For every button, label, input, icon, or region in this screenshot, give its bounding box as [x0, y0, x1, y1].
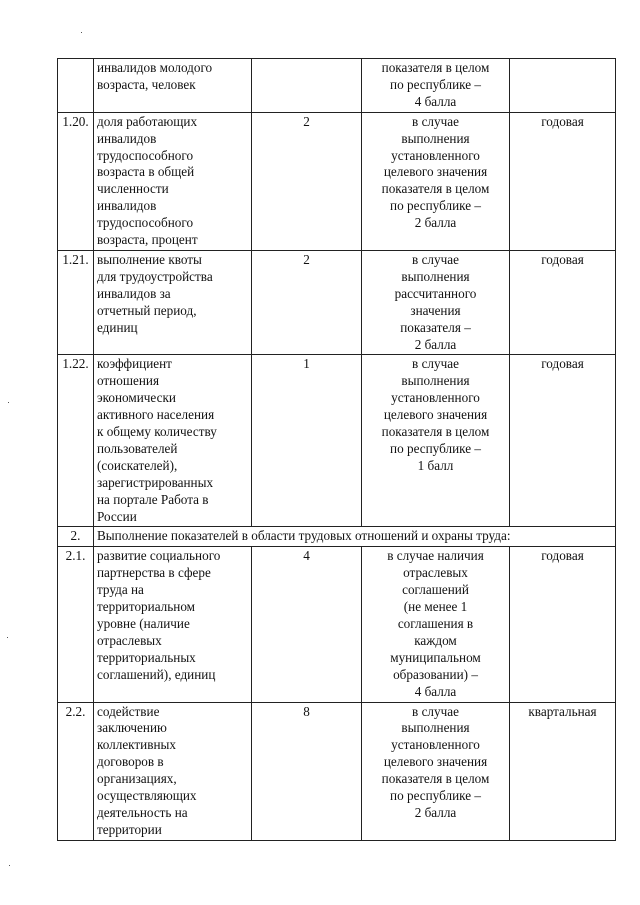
scoring-condition-line: каждом: [414, 632, 457, 648]
indicator-name-line: инвалидов: [97, 130, 157, 146]
scoring-condition-line: 2 балла: [414, 215, 457, 231]
row-number: 1.22.: [58, 355, 94, 527]
scoring-condition-line: образовании) –: [393, 666, 478, 682]
indicators-table-body: [58, 59, 616, 527]
scoring-condition-line: в случае: [412, 251, 459, 267]
scoring-condition-line: соглашения в: [397, 616, 474, 631]
table-row: [58, 355, 616, 527]
table-row: [58, 59, 616, 113]
scoring-condition-line: отраслевых: [403, 565, 468, 581]
table-row: [58, 547, 616, 702]
scoring-condition-line: рассчитанного: [394, 285, 477, 301]
scoring-condition-line: в случае: [412, 356, 459, 372]
scoring-condition-line: по республике –: [390, 788, 481, 804]
scoring-condition-line: показателя в целом: [381, 60, 490, 75]
scoring-condition-line: установленного: [391, 737, 480, 753]
indicator-name-line: доля работающих: [97, 113, 198, 129]
indicator-name: [94, 702, 252, 840]
indicator-name: [94, 355, 252, 527]
indicator-name-line: численности: [97, 181, 169, 197]
scoring-condition-line: установленного: [391, 147, 480, 163]
scoring-condition: [362, 355, 510, 527]
reporting-period: годовая: [510, 112, 616, 250]
points-value: 8: [252, 702, 362, 840]
indicator-name: [94, 547, 252, 702]
row-number: 2.2.: [58, 702, 94, 840]
indicator-name-line: организациях,: [97, 771, 177, 787]
section-header: [58, 527, 616, 547]
scoring-condition-line: муниципальном: [390, 649, 481, 665]
points-value: [252, 59, 362, 113]
indicator-name-line: инвалидов: [97, 198, 157, 214]
indicator-name-line: развитие социального: [97, 548, 221, 564]
row-number: 2.1.: [58, 547, 94, 702]
points-value: 2: [252, 250, 362, 354]
indicator-name-line: России: [97, 508, 137, 524]
scoring-condition: [362, 702, 510, 840]
indicator-name-line: к общему количеству: [97, 424, 217, 440]
indicator-name-line: отчетный период,: [97, 302, 197, 318]
scoring-condition-line: показателя –: [400, 319, 471, 335]
reporting-period: [510, 59, 616, 113]
indicator-name-line: возраста в общей: [97, 164, 195, 180]
scan-speck: [8, 402, 9, 403]
points-value: 4: [252, 547, 362, 702]
scoring-condition-line: по республике –: [390, 440, 481, 456]
indicator-name-line: возраста, процент: [97, 232, 198, 248]
reporting-period: годовая: [510, 355, 616, 527]
section-number: 2.: [58, 527, 94, 547]
indicator-name-line: заключению: [97, 720, 167, 736]
scoring-condition: [362, 547, 510, 702]
scoring-condition-line: установленного: [391, 390, 480, 406]
scoring-condition-line: в случае: [412, 703, 459, 719]
indicator-name-line: активного населения: [97, 407, 215, 423]
indicator-name-line: для трудоустройства: [97, 268, 213, 284]
scoring-condition-line: выполнения: [401, 130, 470, 146]
indicator-name-line: коэффициент: [97, 356, 172, 372]
reporting-period: годовая: [510, 547, 616, 702]
indicator-name-line: уровне (наличие: [97, 616, 190, 631]
indicator-name-line: отраслевых: [97, 632, 162, 648]
scan-speck: [9, 865, 10, 866]
indicator-name-line: территориальных: [97, 649, 196, 665]
indicator-name-line: (соискателей),: [97, 457, 178, 473]
section-title: Выполнение показателей в области трудовых отношений и охраны труда:: [94, 527, 616, 547]
scoring-condition-line: 4 балла: [414, 93, 457, 109]
indicator-name-line: единиц: [97, 319, 138, 335]
indicators-table-body-section-2: [58, 547, 616, 840]
reporting-period: годовая: [510, 250, 616, 354]
points-value: 1: [252, 355, 362, 527]
scoring-condition-line: целевого значения: [383, 164, 488, 180]
indicator-name: [94, 112, 252, 250]
scoring-condition-line: значения: [410, 302, 461, 318]
indicator-name: [94, 250, 252, 354]
indicator-name-line: соглашений), единиц: [97, 666, 216, 682]
indicator-name-line: договоров в: [97, 754, 164, 770]
indicator-name-line: партнерства в сфере: [97, 565, 211, 581]
indicator-name-line: осуществляющих: [97, 788, 197, 804]
indicator-name-line: отношения: [97, 373, 160, 389]
indicator-name: [94, 59, 252, 113]
indicator-name-line: трудоспособного: [97, 215, 194, 231]
scoring-condition-line: целевого значения: [383, 754, 488, 770]
section-row: [58, 527, 616, 547]
scoring-condition-line: соглашений: [402, 582, 469, 598]
scoring-condition-line: показателя в целом: [381, 424, 490, 440]
table-row: [58, 250, 616, 354]
row-number: [58, 59, 94, 113]
scoring-condition-line: 2 балла: [414, 336, 457, 352]
indicator-name-line: территории: [97, 821, 162, 837]
scoring-condition-line: (не менее 1: [403, 599, 468, 615]
indicator-name-line: пользователей: [97, 440, 178, 456]
scoring-condition: [362, 59, 510, 113]
indicator-name-line: содействие: [97, 703, 160, 719]
table-row: [58, 112, 616, 250]
indicator-name-line: инвалидов молодого: [97, 60, 213, 75]
indicator-name-line: деятельность на: [97, 804, 188, 820]
scoring-condition-line: целевого значения: [383, 407, 488, 423]
scoring-condition-line: по республике –: [390, 198, 481, 214]
indicator-name-line: коллективных: [97, 737, 176, 753]
scoring-condition-line: выполнения: [401, 268, 470, 284]
indicator-name-line: зарегистрированных: [97, 474, 214, 490]
row-number: 1.21.: [58, 250, 94, 354]
indicator-name-line: территориальном: [97, 599, 196, 615]
scan-speck: [81, 32, 82, 33]
scoring-condition-line: 1 балл: [417, 457, 454, 473]
scoring-condition-line: показателя в целом: [381, 771, 490, 787]
points-value: 2: [252, 112, 362, 250]
indicators-table: [57, 58, 616, 841]
indicator-name-line: трудоспособного: [97, 147, 194, 163]
indicator-name-line: экономически: [97, 390, 176, 406]
indicator-name-line: труда на: [97, 582, 144, 598]
scan-speck: [7, 637, 8, 638]
scoring-condition-line: выполнения: [401, 373, 470, 389]
reporting-period: квартальная: [510, 702, 616, 840]
scoring-condition-line: в случае наличия: [387, 548, 484, 564]
scoring-condition-line: по республике –: [390, 76, 481, 92]
indicator-name-line: инвалидов за: [97, 285, 171, 301]
table-row: [58, 702, 616, 840]
indicator-name-line: выполнение квоты: [97, 251, 202, 267]
scoring-condition-line: показателя в целом: [381, 181, 490, 197]
indicator-name-line: возраста, человек: [97, 76, 196, 92]
scoring-condition-line: 2 балла: [414, 804, 457, 820]
scoring-condition: [362, 250, 510, 354]
scoring-condition: [362, 112, 510, 250]
row-number: 1.20.: [58, 112, 94, 250]
scoring-condition-line: в случае: [412, 113, 459, 129]
scoring-condition-line: 4 балла: [414, 683, 457, 699]
indicator-name-line: на портале Работа в: [97, 491, 209, 507]
scoring-condition-line: выполнения: [401, 720, 470, 736]
